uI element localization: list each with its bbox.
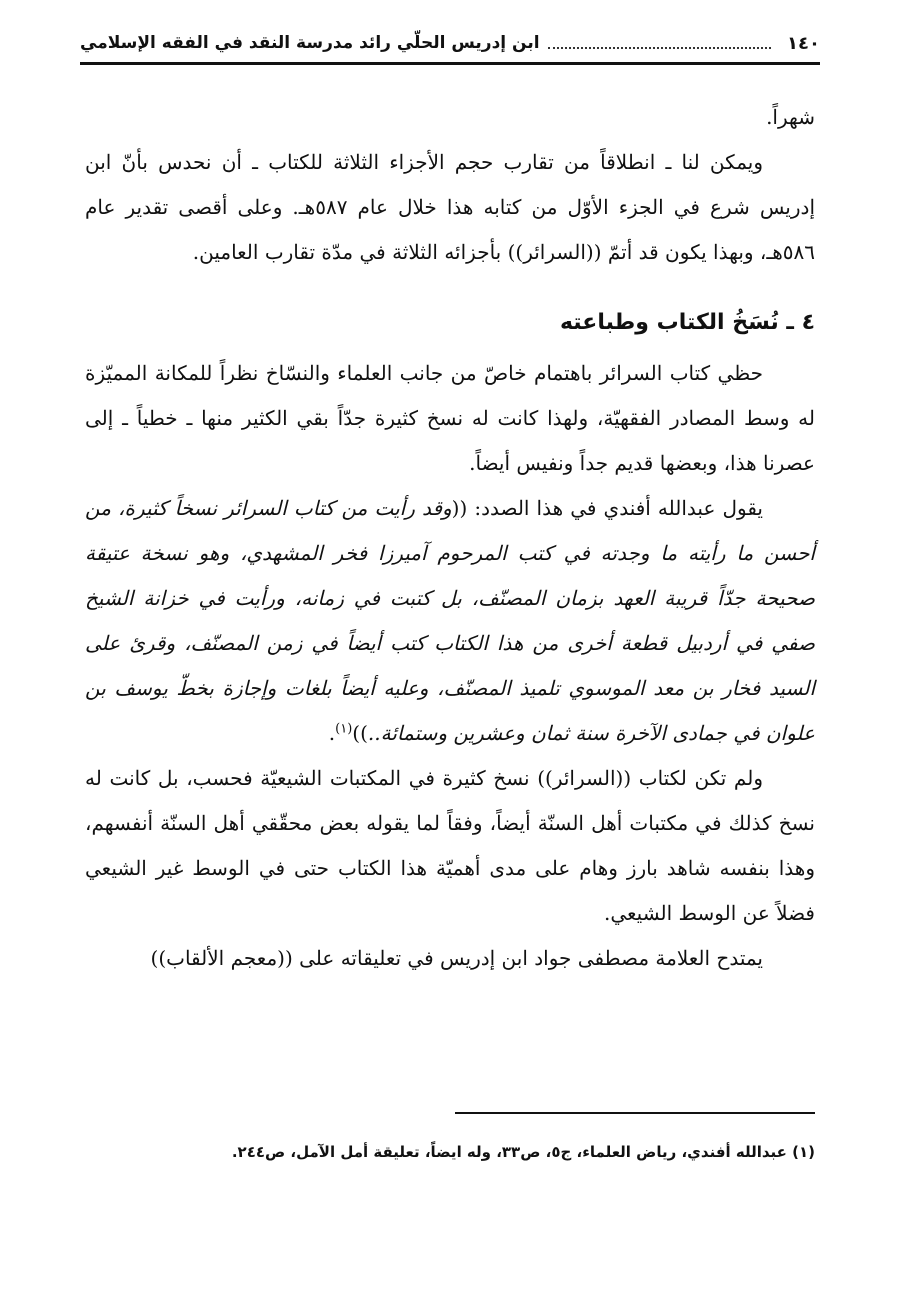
paragraph-continuation: شهراً. xyxy=(766,105,815,129)
running-header xyxy=(80,28,820,58)
quote-close: )) xyxy=(352,721,368,745)
section-heading: ٤ ـ نُسَخُ الكتاب وطباعته xyxy=(559,310,815,335)
paragraph-mustafa-jawad: يمتدح العلامة مصطفى جواد ابن إدريس في تعليقاته على ((معجم الألقاب)) xyxy=(150,946,763,970)
paragraph-manuscripts: حظي كتاب السرائر باهتمام خاصّ من جانب العلماء والنسّاخ نظراً للمكانة المميّزة له وسط المصادر الفقهيّة، ولهذا كانت له نسخ كثيرة جدّاً بقي الكثير منها ـ خطياً ـ إلى عصرنا هذا، وبعضها قديم جداً ونفيس أيضاً. xyxy=(85,361,815,475)
footnote-separator xyxy=(455,1112,815,1114)
running-title: ابن إدريس الحلّي رائد مدرسة النقد في الفقه الإسلامي xyxy=(80,33,540,53)
paragraph-afandi-quote xyxy=(85,486,815,756)
page-number: ١٤٠ xyxy=(787,32,820,54)
paragraph-dating: ويمكن لنا ـ انطلاقاً من تقارب حجم الأجزاء الثلاثة للكتاب ـ أن نحدس بأنّ ابن إدريس شرع في الجزء الأوّل من كتابه هذا خلال عام ٥٨٧هـ. وعلى أقصى تقدير عام ٥٨٦هـ، وبهذا يكون قد أتمّ ((السرائر)) بأجزائه الثلاثة في مدّة تقارب العامين. xyxy=(85,150,815,264)
page-body xyxy=(85,95,815,981)
footnote-reference[interactable]: (١) xyxy=(335,721,353,737)
quote-intro: يقول عبدالله أفندي في هذا الصدد: (( xyxy=(451,496,764,520)
dot-leader xyxy=(548,37,771,49)
quoted-passage: وقد رأيت من كتاب السرائر نسخاً كثيرة، من أحسن ما رأيته ما وجدته في كتب المرحوم آميرزا فخر المشهدي، وهو نسخة عتيقة صحيحة جدّاً قريبة العهد بزمان المصنّف، بل كتبت في زمانه، ورأيت في خزانة الشيخ صفي في أردبيل قطعة أخرى من هذا الكتاب كتب أيضاً في زمن المصنّف، وقرئ على السيد فخار بن معد الموسوي تلميذ المصنّف، وعليه أيضاً بلغات وإجازة بخطّ يوسف بن علوان في جمادى الآخرة سنة ثمان وعشرين وستمائة.. xyxy=(85,496,815,745)
header-rule xyxy=(80,62,820,65)
paragraph-sunni-libraries: ولم تكن لكتاب ((السرائر)) نسخ كثيرة في المكتبات الشيعيّة فحسب، بل كانت له نسخ كذلك في مكتبات أهل السنّة أيضاً، وفقاً لما يقوله بعض محقّقي أهل السنّة أنفسهم، وهذا بنفسه شاهد بارز وهام على مدى أهميّة هذا الكتاب حتى في الوسط غير الشيعي فضلاً عن الوسط الشيعي. xyxy=(85,766,815,925)
footnote: (١) عبدالله أفندي، رياض العلماء، ج٥، ص٣٣، وله ايضاً، تعليقة أمل الآمل، ص٢٤٤. xyxy=(231,1143,815,1161)
quote-end: . xyxy=(328,721,336,745)
